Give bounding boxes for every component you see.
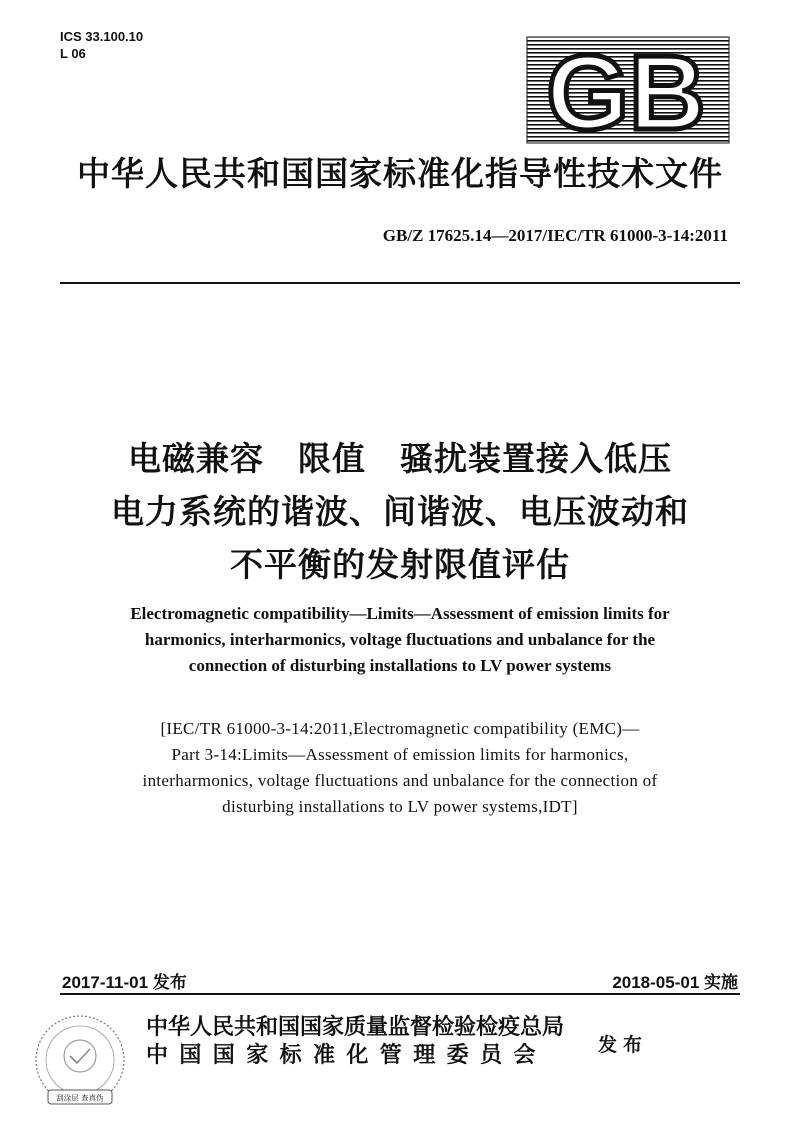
title-en-line: connection of disturbing installations to LV power systems — [188, 656, 612, 675]
title-en-line: Electromagnetic compatibility—Limits—Assessment of emission limits for — [130, 604, 670, 623]
title-cn-line: 电力系统的谐波、间谐波、电压波动和 — [111, 492, 689, 531]
anti-counterfeit-seal — [30, 1010, 130, 1114]
bottom-divider — [60, 993, 740, 995]
classification-codes — [60, 28, 143, 62]
equivalence-statement — [0, 716, 800, 820]
ccs-code: L 06 — [60, 46, 86, 61]
issue-date: 2017-11-01 发布 — [62, 973, 187, 992]
top-divider — [60, 282, 740, 284]
gb-logo-text: GB — [546, 36, 706, 144]
equivalence-line: disturbing installations to LV power systems,IDT] — [222, 797, 578, 816]
seal-label: 刮涂层 查真伪 — [56, 1093, 104, 1103]
equivalence-line: interharmonics, voltage fluctuations and unbalance for the connection of — [142, 771, 658, 790]
issuer-sac: 中国国家标准化管理委员会 — [146, 1043, 547, 1068]
implement-date: 2018-05-01 实施 — [612, 973, 738, 992]
issuing-authorities — [146, 1014, 564, 1070]
title-english — [0, 601, 800, 679]
document-type: 中华人民共和国国家标准化指导性技术文件 — [77, 154, 723, 193]
title-cn-line: 电磁兼容 限值 骚扰装置接入低压 — [128, 439, 672, 478]
title-chinese — [0, 432, 800, 591]
issuer-aqsiq: 中华人民共和国国家质量监督检验检疫总局 — [146, 1015, 565, 1040]
equivalence-line: [IEC/TR 61000-3-14:2011,Electromagnetic compatibility (EMC)— — [160, 719, 640, 738]
ics-code: ICS 33.100.10 — [60, 29, 144, 44]
standard-number: GB/Z 17625.14—2017/IEC/TR 61000-3-14:2011 — [382, 226, 728, 245]
equivalence-line: Part 3-14:Limits—Assessment of emission limits for harmonics, — [171, 745, 629, 764]
gb-logo — [526, 36, 730, 144]
title-cn-line: 不平衡的发射限值评估 — [230, 545, 570, 584]
publish-label: 发布 — [598, 1034, 649, 1056]
title-en-line: harmonics, interharmonics, voltage fluctuations and unbalance for the — [144, 630, 656, 649]
